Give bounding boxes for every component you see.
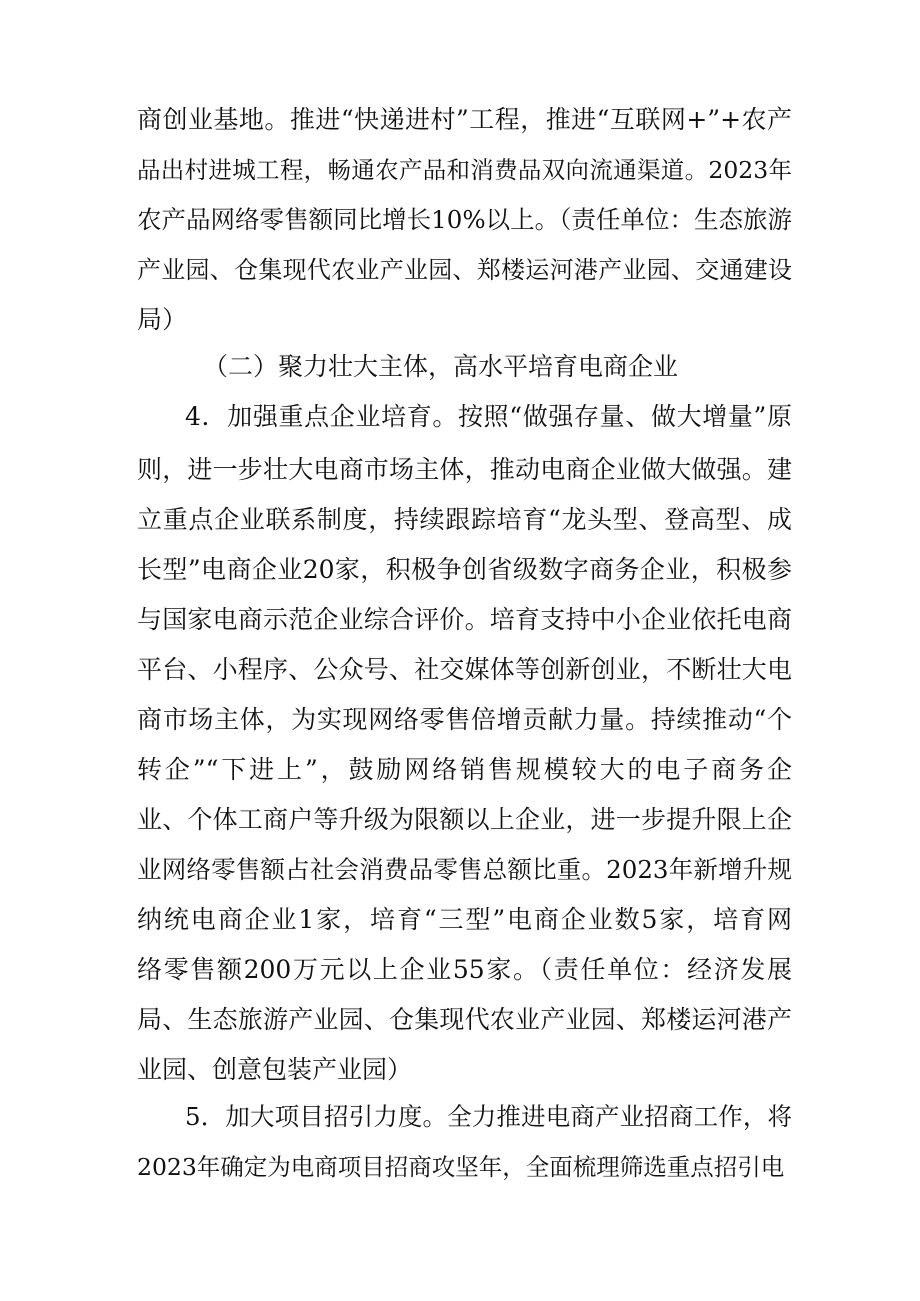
paragraph-line: 业网络零售额占社会消费品零售总额比重。2023年新增升规 [137, 855, 792, 884]
paragraph-line: 产业园、仓集现代农业产业园、郑楼运河港产业园、交通建设 [137, 256, 792, 284]
paragraph-line: 纳统电商企业1家，培育“三型”电商企业数5家，培育网 [137, 905, 792, 934]
paragraph-line: 4．加强重点企业培育。按照“做强存量、做大增量”原 [185, 402, 792, 431]
paragraph-line: 平台、小程序、公众号、社交媒体等创新创业，不断壮大电 [137, 655, 792, 684]
paragraph-line: 立重点企业联系制度，持续跟踪培育“龙头型、登高型、成 [137, 505, 792, 534]
paragraph-line: 2023年确定为电商项目招商攻坚年，全面梳理筛选重点招引电 [137, 1153, 785, 1181]
paragraph-line: 商创业基地。推进“快递进村”工程，推进“互联网+”+农产 [137, 105, 792, 134]
paragraph-line: 5．加大项目招引力度。全力推进电商产业招商工作，将 [185, 1102, 792, 1131]
paragraph-line: 局） [137, 305, 188, 334]
paragraph-line: 转企”“下进上”，鼓励网络销售规模较大的电子商务企 [137, 755, 792, 784]
paragraph-line: 与国家电商示范企业综合评价。培育支持中小企业依托电商 [137, 605, 792, 634]
paragraph-line: 商市场主体，为实现网络零售倍增贡献力量。持续推动“个 [137, 705, 792, 734]
paragraph-line: 品出村进城工程，畅通农产品和消费品双向流通渠道。2023年 [137, 156, 792, 184]
paragraph-line: 则，进一步壮大电商市场主体，推动电商企业做大做强。建 [137, 455, 792, 484]
section-heading: （二）聚力壮大主体，高水平培育电商企业 [203, 352, 679, 381]
paragraph-line: 络零售额200万元以上企业55家。（责任单位：经济发展 [137, 955, 792, 984]
paragraph-line: 长型”电商企业20家，积极争创省级数字商务企业，积极参 [137, 555, 792, 584]
paragraph-line: 农产品网络零售额同比增长10%以上。（责任单位：生态旅游 [137, 205, 792, 234]
paragraph-line: 业、个体工商户等升级为限额以上企业，进一步提升限上企 [137, 805, 792, 834]
paragraph-line: 局、生态旅游产业园、仓集现代农业产业园、郑楼运河港产 [137, 1005, 792, 1034]
paragraph-line: 业园、创意包装产业园） [137, 1055, 413, 1084]
